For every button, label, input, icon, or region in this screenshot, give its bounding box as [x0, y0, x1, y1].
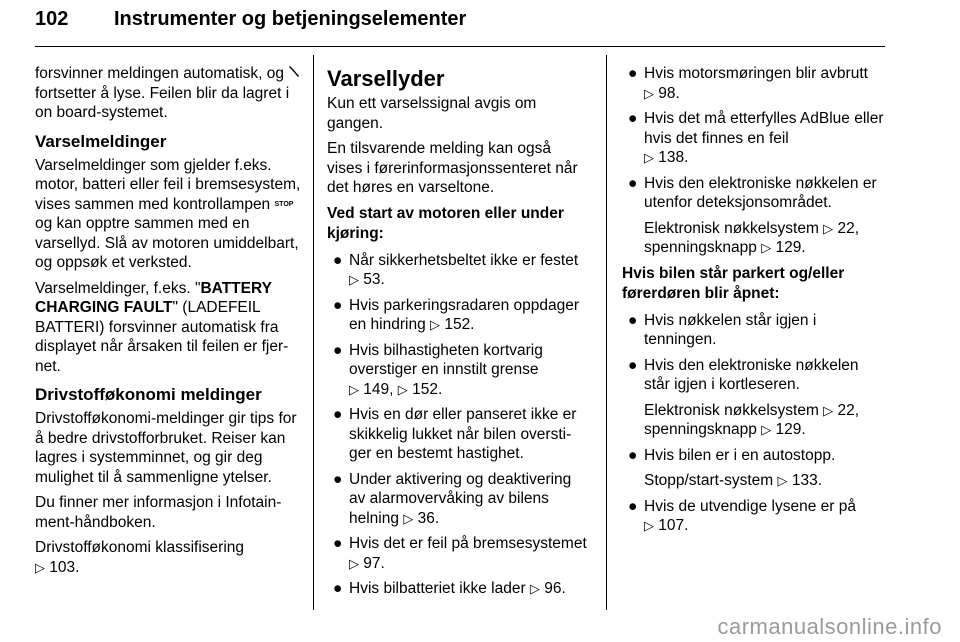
page-reference-arrow-icon: ▷ — [349, 272, 359, 287]
bullet-dot-icon: ● — [628, 65, 638, 82]
varsel-text-a: Varselmeldinger som gjelder f.eks. motor, batteri eller feil i bremsesystem, vises sammen med kontrollampen — [35, 156, 301, 213]
bullet-dot-icon: ● — [628, 174, 638, 192]
sub-reference — [622, 401, 884, 440]
page-ref[interactable]: 133. — [787, 472, 823, 489]
sub-reference — [622, 219, 884, 258]
bullet-dot-icon: ● — [333, 341, 343, 359]
paragraph-infotainment: Du finner mer informasjon i Infotainment-håndboken. — [35, 494, 282, 531]
lights-list — [622, 497, 884, 536]
page-ref[interactable]: 149, — [359, 380, 398, 398]
page-ref[interactable]: 103. — [45, 558, 80, 576]
bullet-dot-icon: ● — [333, 580, 343, 597]
list-item-text: Hvis det er feil på bremsesystemet — [349, 535, 587, 552]
bullet-dot-icon: ● — [333, 251, 343, 269]
heading-ved-start: Ved start av motoren eller under kjøring: — [327, 204, 564, 242]
parked-list — [622, 311, 884, 395]
heading-varselmeldinger: Varselmeldinger — [35, 131, 167, 151]
page-ref[interactable]: 96. — [539, 580, 566, 597]
list-item-text: Hvis den elektroniske nøkkelen er utenfor deteksjonsområdet. — [644, 174, 877, 211]
autostop-list — [622, 446, 884, 466]
intro-text-2: fortsetter å lyse. Feilen blir da lagret i on board-systemet. — [35, 84, 290, 121]
header-rule — [35, 46, 885, 47]
page-reference-arrow-icon: ▷ — [644, 518, 654, 533]
page-reference-arrow-icon: ▷ — [644, 150, 654, 165]
heading-drivstoff: Drivstofføkonomi meldinger — [35, 385, 262, 405]
list-item — [327, 405, 587, 464]
page-reference-arrow-icon: ▷ — [644, 85, 654, 101]
page-ref[interactable]: 152. — [407, 380, 443, 398]
list-item-text: Under aktivering og deaktivering av alarmovervåking av bilens helning — [349, 470, 572, 527]
sub-text: Stopp/start-system — [644, 472, 774, 489]
sub-text: Elektronisk nøkkelsystem — [644, 219, 819, 237]
list-item — [622, 497, 884, 536]
paragraph-varsellyder-2: En tilsvarende melding kan også vises i førerinformasjonssenteret når det høres en varseltone. — [327, 140, 578, 196]
page-reference-arrow-icon: ▷ — [823, 220, 834, 236]
page-reference-arrow-icon: ▷ — [349, 555, 359, 571]
list-item-text: Hvis den elektroniske nøkkelen står igjen i kortleseren. — [644, 356, 859, 393]
bullet-dot-icon: ● — [333, 470, 343, 488]
paragraph-varsel — [35, 156, 303, 273]
column-right — [622, 64, 884, 542]
bullet-dot-icon: ● — [333, 406, 343, 423]
page-reference-arrow-icon: ▷ — [761, 240, 772, 255]
warning-list — [327, 251, 587, 599]
page-reference-arrow-icon: ▷ — [397, 381, 408, 397]
list-item-text: Hvis nøkkelen står igjen i tenningen. — [644, 311, 817, 348]
wrench-icon — [288, 64, 300, 84]
list-item — [622, 311, 884, 350]
sub-text: Elektronisk nøkkelsystem — [644, 401, 819, 419]
list-item — [327, 470, 587, 529]
bullet-dot-icon: ● — [628, 356, 638, 374]
sub-reference — [622, 471, 884, 491]
heading-varsellyder: Varsellyder — [327, 66, 445, 91]
column-divider — [606, 55, 607, 610]
page-ref[interactable]: 107. — [654, 517, 689, 534]
page-ref[interactable]: 22, — [833, 219, 860, 237]
list-item-text: Hvis det må etterfylles AdBlue eller hvis det finnes en feil — [644, 110, 884, 147]
list-item — [327, 296, 587, 335]
list-item — [327, 251, 587, 290]
warning-list-continued — [622, 64, 884, 213]
page-ref[interactable]: 98. — [654, 84, 680, 102]
paragraph-intro — [35, 64, 303, 123]
bullet-dot-icon: ● — [333, 296, 343, 314]
list-item-text: Hvis parkeringsradaren oppdager en hindring — [349, 296, 580, 333]
paragraph-drivstoff: Drivstofføkonomi-meldinger gir tips for å bedre drivstofforbruket. Reiser kan lagres i systemminnet, og gir deg mulighet til å sammenligne ytelser. — [35, 410, 297, 486]
list-item-text: Hvis de utvendige lysene er på — [644, 497, 856, 515]
sub-text: spenningsknapp — [644, 421, 757, 438]
page-ref[interactable]: 129. — [771, 239, 806, 256]
watermark: carmanualsonline.info — [717, 614, 942, 639]
page-reference-arrow-icon: ▷ — [35, 559, 45, 575]
list-item — [622, 356, 884, 395]
list-item-text: Når sikkerhetsbeltet ikke er festet — [349, 251, 579, 269]
list-item — [327, 534, 587, 573]
bullet-dot-icon: ● — [628, 110, 638, 127]
column-left — [35, 64, 303, 583]
page-reference-arrow-icon: ▷ — [430, 317, 441, 332]
klassifisering-text: Drivstofføkonomi klassifisering — [35, 539, 245, 557]
page-ref[interactable]: 129. — [771, 421, 806, 438]
list-item — [622, 174, 884, 213]
page-title: Instrumenter og betjeningselementer — [114, 8, 467, 30]
page-header — [35, 6, 885, 36]
page-reference-arrow-icon: ▷ — [403, 510, 414, 526]
column-middle — [327, 66, 587, 605]
varsel-text-b: og kan opptre sammen med en varsellyd. Slå av motoren umiddelbart, og oppsøk et verksted. — [35, 215, 299, 272]
bullet-dot-icon: ● — [333, 535, 343, 552]
page-ref[interactable]: 22, — [833, 401, 860, 419]
heading-parkert: Hvis bilen står parkert og/eller førerdøren blir åpnet: — [622, 264, 845, 302]
list-item — [327, 579, 587, 599]
page-number: 102 — [35, 8, 69, 30]
list-item — [622, 109, 884, 168]
paragraph-varsellyder-1: Kun ett varselssignal avgis om gangen. — [327, 95, 537, 132]
page-ref[interactable]: 36. — [413, 509, 440, 527]
list-item-text: Hvis motorsmøringen blir avbrutt — [644, 65, 868, 82]
paragraph-battery — [35, 279, 303, 377]
intro-text: forsvinner meldingen automatisk, og — [35, 65, 284, 82]
list-item — [622, 446, 884, 466]
page-reference-arrow-icon: ▷ — [777, 473, 788, 488]
page-reference-arrow-icon: ▷ — [823, 402, 834, 418]
list-item-text: Hvis bilhastigheten kortvarig overstiger en innstilt grense — [349, 341, 543, 378]
page-ref[interactable]: 53. — [359, 271, 385, 288]
bullet-dot-icon: ● — [628, 497, 638, 515]
page-reference-arrow-icon: ▷ — [349, 381, 359, 397]
bullet-dot-icon: ● — [628, 311, 638, 329]
battery-text-a: Varselmeldinger, f.eks. " — [35, 279, 201, 297]
column-divider — [313, 55, 314, 610]
battery-fault-label: BATTERY CHARGING FAULT — [35, 279, 272, 317]
page-ref[interactable]: 97. — [359, 554, 385, 572]
page-reference-arrow-icon: ▷ — [761, 422, 772, 437]
stop-icon: STOP — [274, 200, 294, 208]
paragraph-klassifisering — [35, 538, 303, 577]
list-item-text: Hvis bilen er i en autostopp. — [644, 446, 836, 464]
sub-text: spenningsknapp — [644, 239, 757, 256]
list-item — [622, 64, 884, 103]
bullet-dot-icon: ● — [628, 446, 638, 464]
list-item-text: Hvis en dør eller panseret ikke er skikkelig lukket når bilen overstiger en bestemt hastighet. — [349, 406, 577, 462]
page-ref[interactable]: 152. — [440, 316, 475, 333]
page-reference-arrow-icon: ▷ — [529, 581, 540, 596]
page-ref[interactable]: 138. — [654, 149, 689, 166]
list-item-text: Hvis bilbatteriet ikke lader — [349, 580, 526, 597]
battery-text-b: " (LADEFEIL BATTERI) forsvinner automatisk fra displayet når årsaken til feilen er fjernet. — [35, 299, 289, 375]
list-item — [327, 341, 587, 400]
